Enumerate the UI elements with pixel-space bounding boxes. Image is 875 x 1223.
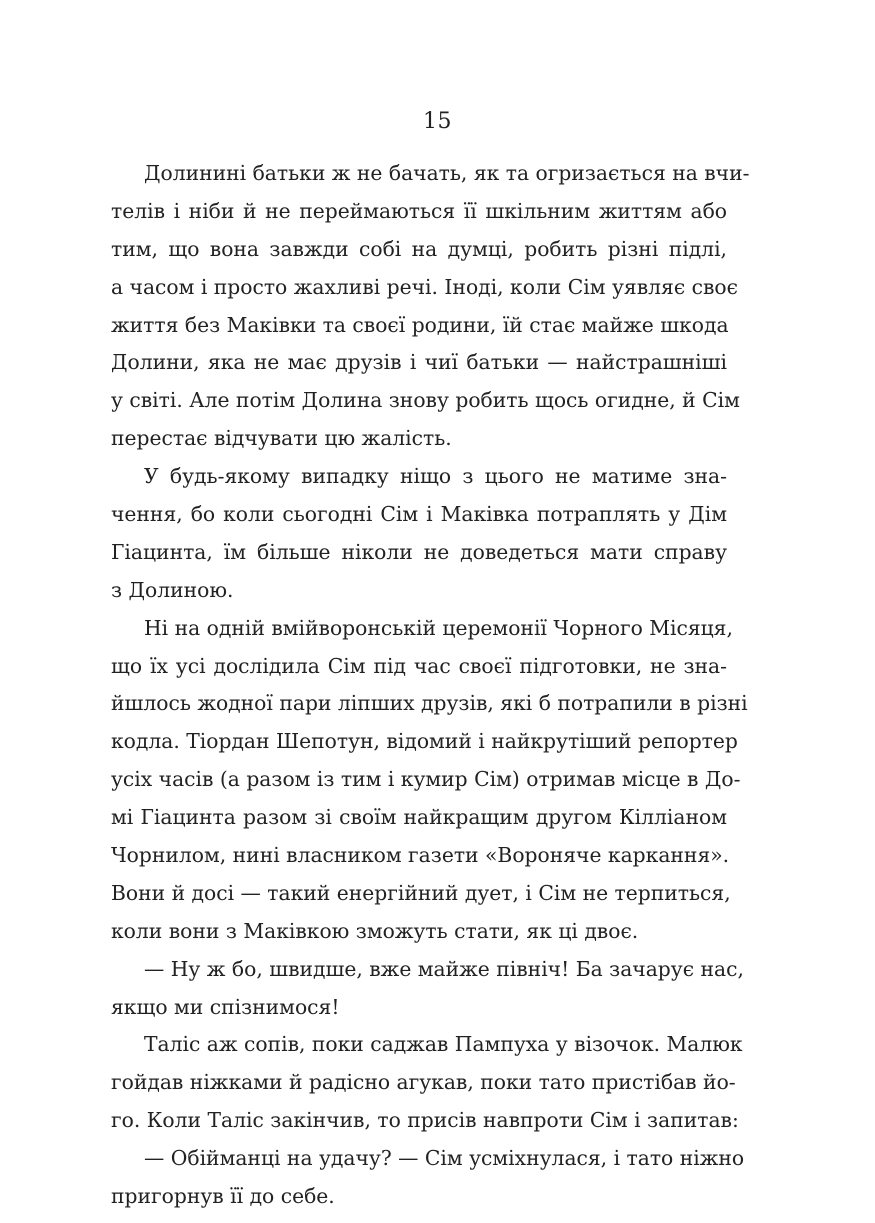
text-line: усіх часів (а разом із тим і кумир Сім) отримав місце в До- (111, 767, 741, 792)
text-line: Гіацинта, їм більше ніколи не доведеться мати справу (111, 539, 727, 564)
text-line: У будь-якому випадку ніщо з цього не матиме зна- (144, 464, 727, 489)
text-line: Чорнилом, нині власником газети «Вороняче каркання». (111, 843, 730, 868)
text-line: у світі. Але потім Долина знову робить щось огидне, й Сім (111, 388, 740, 413)
text-line: — Ну ж бо, швидше, вже майже північ! Ба зачарує нас, (144, 956, 744, 981)
text-line: пригорнув її до себе. (111, 1184, 335, 1209)
text-line: телів і ніби й не переймаються її шкільним життям або (111, 198, 727, 223)
text-line: Вони й досі — такий енергійний дует, і Сім не терпиться, (111, 880, 731, 905)
text-line: Ні на одній вмійворонській церемонії Чорного Місяця, (144, 615, 733, 640)
text-line: життя без Маківки та своєї родини, їй стає майже шкода (111, 312, 729, 337)
text-line: кодла. Тіордан Шепотун, відомий і найкрутіший репортер (111, 729, 738, 754)
text-line: з Долиною. (111, 577, 234, 602)
page-number: 15 (423, 109, 452, 134)
text-line: — Обійманці на удачу? — Сім усміхнулася, і тато ніжно (144, 1146, 745, 1171)
text-line: якщо ми спізнимося! (111, 994, 340, 1019)
text-line: мі Гіацинта разом зі своїм найкращим другом Кілліаном (111, 805, 727, 830)
text-line: що їх усі дослідила Сім під час своєї підготовки, не зна- (111, 653, 727, 678)
text-line: а часом і просто жахливі речі. Іноді, коли Сім уявляє своє (111, 274, 738, 299)
text-line: чення, бо коли сьогодні Сім і Маківка потраплять у Дім (111, 502, 727, 527)
text-line: тим, що вона завжди собі на думці, робить різні підлі, (111, 236, 727, 261)
text-line: Таліс аж сопів, поки саджав Пампуха у візочок. Малюк (144, 1032, 743, 1057)
text-line: йшлось жодної пари ліпших друзів, які б потрапили в різні (111, 691, 748, 716)
text-line: Долинині батьки ж не бачать, як та огризається на вчи- (144, 161, 750, 185)
text-line: перестає відчувати цю жалість. (111, 426, 452, 451)
text-line: гойдав ніжками й радісно агукав, поки тато пристібав йо- (111, 1070, 736, 1095)
text-line: го. Коли Таліс закінчив, то присів навпроти Сім і запитав: (111, 1108, 739, 1133)
body-text (111, 155, 750, 1216)
text-line: коли вони з Маківкою зможуть стати, як ці двоє. (111, 918, 639, 943)
text-line: Долини, яка не має друзів і чиї батьки — найстрашніші (111, 350, 727, 375)
